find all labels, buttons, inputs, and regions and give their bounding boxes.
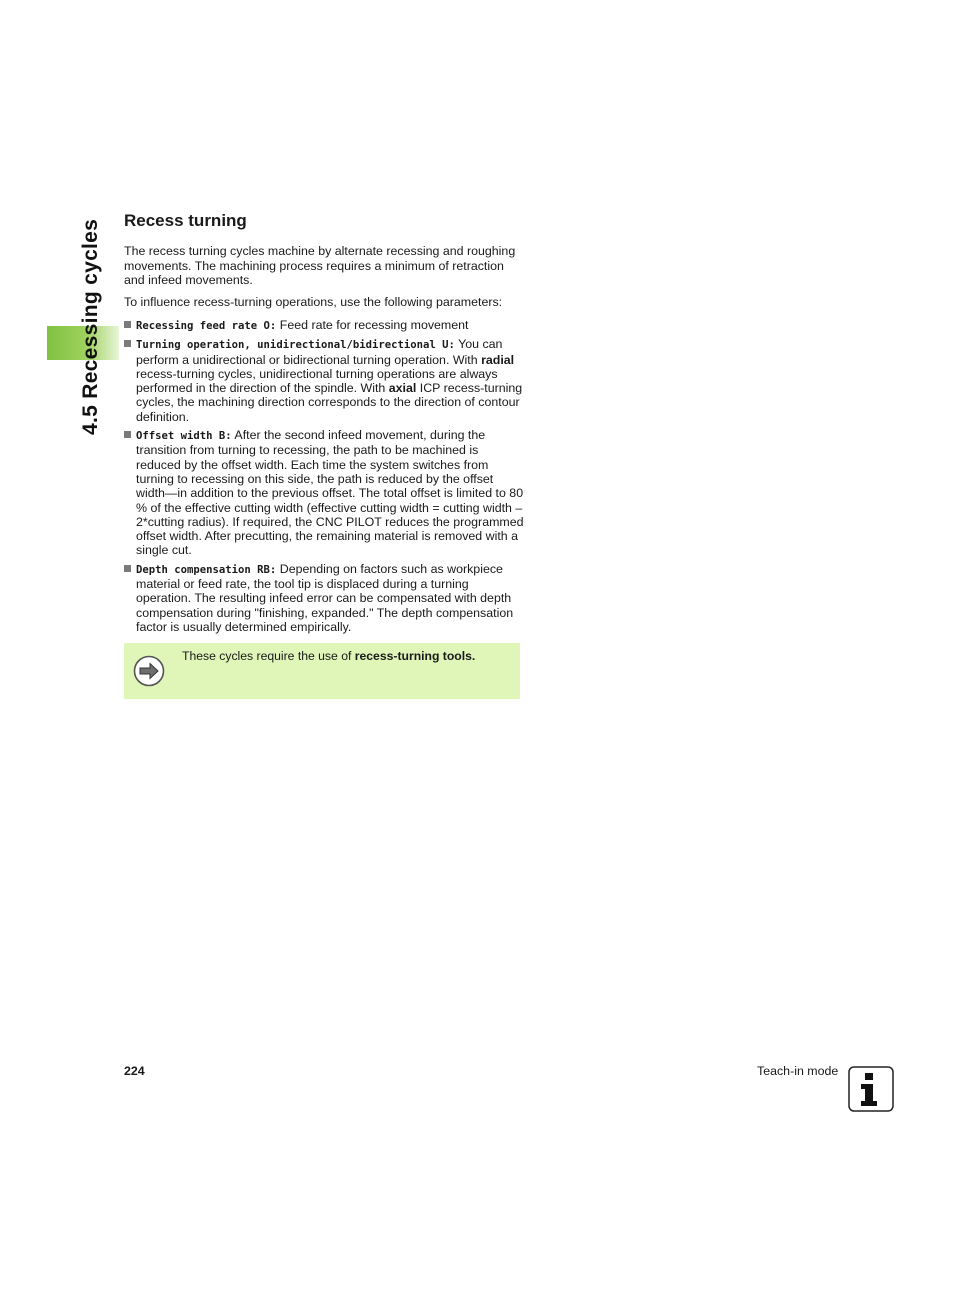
parameter-name: Recessing feed rate O: bbox=[136, 320, 277, 332]
chapter-name: Teach-in mode bbox=[757, 1064, 839, 1078]
parameter-name: Depth compensation RB: bbox=[136, 563, 277, 576]
section-heading: Recess turning bbox=[124, 211, 247, 230]
section-title-vertical: 4.5 Recessing cycles bbox=[79, 218, 102, 435]
bullet-square-icon bbox=[124, 340, 131, 347]
intro-paragraph: The recess turning cycles machine by alternate recessing and roughing movements. The machining process requires a minimum of retraction and infeed movements. bbox=[124, 244, 516, 287]
parameter-description: recess-turning cycles, unidirectional turning operations are always performed in the direction of the spindle. With bbox=[136, 366, 498, 396]
note-text bbox=[182, 649, 475, 664]
page-number: 224 bbox=[124, 1064, 145, 1078]
note-text-plain: These cycles require the use of bbox=[182, 649, 355, 663]
list-item bbox=[124, 318, 524, 333]
list-item bbox=[124, 337, 524, 424]
parameter-name: Turning operation, unidirectional/bidirectional U: bbox=[136, 339, 455, 352]
bullet-square-icon bbox=[124, 565, 131, 572]
list-item bbox=[124, 428, 524, 558]
parameter-description: ICP recess-turning cycles, the machining direction corresponds to the direction of contour definition. bbox=[136, 381, 523, 424]
bullet-square-icon bbox=[124, 431, 131, 438]
parameter-name: Offset width B: bbox=[136, 430, 232, 443]
note-box bbox=[124, 643, 520, 699]
parameter-description: You can perform a unidirectional or bidirectional turning operation. With bbox=[136, 337, 503, 367]
note-text-bold: recess-turning tools. bbox=[354, 649, 476, 663]
emphasis-axial: axial bbox=[388, 381, 417, 396]
bullet-square-icon bbox=[124, 321, 131, 328]
parameters-intro: To influence recess-turning operations, use the following parameters: bbox=[124, 295, 503, 309]
parameter-list bbox=[124, 318, 524, 638]
parameter-description: Feed rate for recessing movement bbox=[276, 318, 469, 332]
arrow-right-circle-icon bbox=[133, 655, 165, 687]
info-icon bbox=[848, 1066, 894, 1112]
emphasis-radial: radial bbox=[481, 352, 515, 367]
list-item bbox=[124, 562, 524, 634]
parameter-description: Depending on factors such as workpiece material or feed rate, the tool tip is displaced during a turning operation. The resulting infeed error can be compensated with depth compensation during "finishing, expanded." The depth compensation factor is usually determined empirically. bbox=[136, 561, 514, 634]
parameter-description: After the second infeed movement, during the transition from turning to recessing, the path to be machined is reduced by the offset width. Each time the system switches from turning to recessing on this side, the path is reduced by the offset width—in addition to the previous offset. The total offset is limited to 80 % of the effective cutting width (effective cutting width = cutting width –2*cutting radius). If required, the CNC PILOT reduces the programmed offset width. After precutting, the remaining material is removed with a single cut. bbox=[136, 428, 524, 558]
